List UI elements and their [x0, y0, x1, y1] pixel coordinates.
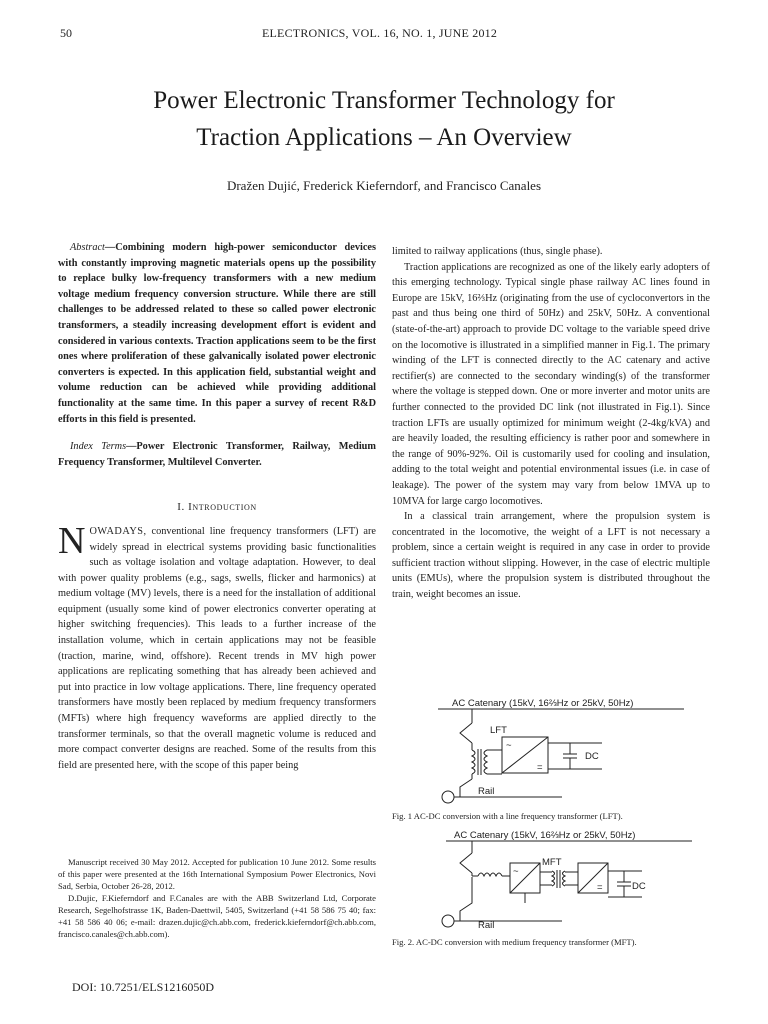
- fig2-catenary-label: AC Catenary (15kV, 16⅔Hz or 25kV, 50Hz): [454, 830, 636, 841]
- footnote-affiliation: D.Dujic, F.Kieferndorf and F.Canales are with the ABB Switzerland Ltd, Corporate Research, Segelhofstrasse 1K, Baden-Daettwil, 5405, Switzerland (+41 58 586 75 40; fax: +41 58 586 40 06; e-mail: drazen.dujic@ch.abb.com, frederick.kieferndorf@ch.abb.com, francisco.canales@ch.abb.com).: [58, 893, 376, 939]
- right-paragraph-1: Traction applications are recognized as one of the likely early adopters of this emerging technology. Typical single phase railway AC lines found in Europe are 15kV, 16⅔Hz (originating from the use of cycloconvertors in the past and thus being one third of 50Hz) and 25kV, 50Hz. A conventional (state-of-the-art) approach to provide DC voltage to the variable speed drive on the locomotive is illustrated in a simplified manner in Fig.1. The primary winding of the LFT is connected directly to the AC catenary and active rectifier(s) are connected to the secondary winding(s) of the transformer where the voltage is stepped down. One or more inverter and motor units are further connected to the provided DC link (not illustrated in Fig.1). Since traction LFTs are usually optimized for minimum weight (2-4kg/kVA) and are heavily loaded, the resulting efficiency is rather poor and somewhere in the range of 90%-92%. Oil is customarily used for cooling and insulation, adding to the total weight and potential environmental issues (i.e. in case of leakage). The power of the system may vary from below 1MVA up to 10MVA for large cargo locomotives.: [392, 261, 710, 507]
- left-column: [58, 240, 376, 773]
- abstract-label: Abstract: [70, 242, 105, 253]
- section-heading: [58, 500, 376, 516]
- fig1-dc-symbol: =: [537, 762, 543, 773]
- title-line-1: Power Electronic Transformer Technology for: [153, 87, 615, 114]
- figure-1-diagram: [392, 693, 710, 809]
- paper-title: [0, 82, 768, 156]
- title-line-2: Traction Applications – An Overview: [196, 124, 572, 151]
- figure-2: [392, 827, 710, 947]
- fig1-rail-label: Rail: [478, 786, 495, 797]
- fig2-dc-symbol: =: [597, 882, 603, 893]
- intro-text: conventional line frequency transformers (LFT) are widely spread in electrical systems providing basic functionalities such as voltage isolation and voltage adaptation. However, to deal with power quality problems (e.g., sags, swells, flicker and harmonics) at medium voltage (MV) levels, there is a need for the installation of additional equipment (usually some kind of power electronics converter operating at higher switching frequencies). This leads to a further increase of the installation volume, which in certain applications may not be feasible (traction, marine, wind, offshore). Recent trends in MV high power applications are replicating something that has already been achieved and put into practice in low voltage applications. There, line frequency operated transformers have mostly been replaced by medium frequency transformers (MFTs) where high frequency waveforms are applied directly to the transformer terminals, so that the overall magnetic volume is reduced and more compact converter designs are reached. Some of the results from this field are presented here, with the scope of this paper being: [58, 525, 376, 771]
- page-number: 50: [60, 26, 72, 40]
- fig2-rail-label: Rail: [478, 920, 495, 931]
- drop-cap: N: [58, 519, 86, 562]
- figure-2-caption: Fig. 2. AC-DC conversion with medium frequency transformer (MFT).: [392, 937, 637, 947]
- fig1-dc-label: DC: [585, 751, 599, 762]
- index-terms-text: —Power Electronic Transformer, Railway, Medium Frequency Transformer, Multilevel Converter.: [58, 441, 376, 468]
- footnote-manuscript: Manuscript received 30 May 2012. Accepted for publication 10 June 2012. Some results of this paper were presented at the 16th International Symposium Power Electronics, Novi Sad, Serbia, October 26-28, 2012.: [58, 857, 376, 891]
- right-paragraph-2: In a classical train arrangement, where the propulsion system is concentrated in the locomotive, the weight of a LFT is not necessary a problem, since a certain weight is required in any case in order to provide sufficient traction without slipping. However, in the case of electric multiple units (EMUs), where the propulsion system is distributed throughout the train, weight becomes an issue.: [392, 511, 710, 601]
- right-column: [392, 244, 710, 603]
- fig1-transformer-label: LFT: [490, 725, 507, 736]
- intro-paragraph: [58, 519, 376, 774]
- fig1-ac-symbol: ~: [506, 740, 512, 751]
- right-paragraph-0: limited to railway applications (thus, single phase).: [392, 246, 603, 257]
- abstract: [58, 240, 376, 427]
- footnote: [58, 856, 376, 940]
- index-terms-label: Index Terms: [70, 441, 127, 453]
- abstract-text: —Combining modern high-power semiconductor devices with constantly improving magnetic materials opens up the possibility to replace bulky low-frequency transformers with a new medium voltage medium frequency conversion structure. While there are still challenges to be addressed related to these so called power electronic transformers, a steadily increasing development effort is evident and considered in various contexts. Traction applications seem to be the first ones where proliferation of these galvanically isolated power electronic converters is expected. In this application field, substantial weight and volume reduction can be achieved while providing additional functionality at the same time. In this paper a survey of recent R&D efforts in this field is presented.: [58, 242, 376, 425]
- figure-1-caption: Fig. 1 AC-DC conversion with a line frequency transformer (LFT).: [392, 811, 623, 821]
- journal-header: ELECTRONICS, VOL. 16, NO. 1, JUNE 2012: [262, 26, 498, 40]
- authors: Dražen Dujić, Frederick Kieferndorf, and Francisco Canales: [226, 178, 542, 193]
- fig2-ac-symbol: ~: [513, 866, 519, 877]
- doi: DOI: 10.7251/ELS1216050D: [72, 980, 214, 994]
- figure-1: [392, 693, 710, 821]
- section-title: Introduction: [188, 501, 257, 514]
- fig1-catenary-label: AC Catenary (15kV, 16⅔Hz or 25kV, 50Hz): [452, 698, 634, 709]
- section-number: I.: [177, 501, 185, 514]
- fig2-dc-label: DC: [632, 881, 646, 892]
- intro-lead: OWADAYS,: [89, 525, 147, 537]
- fig2-transformer-label: MFT: [542, 857, 562, 868]
- figure-2-diagram: [392, 827, 710, 935]
- index-terms: [58, 439, 376, 470]
